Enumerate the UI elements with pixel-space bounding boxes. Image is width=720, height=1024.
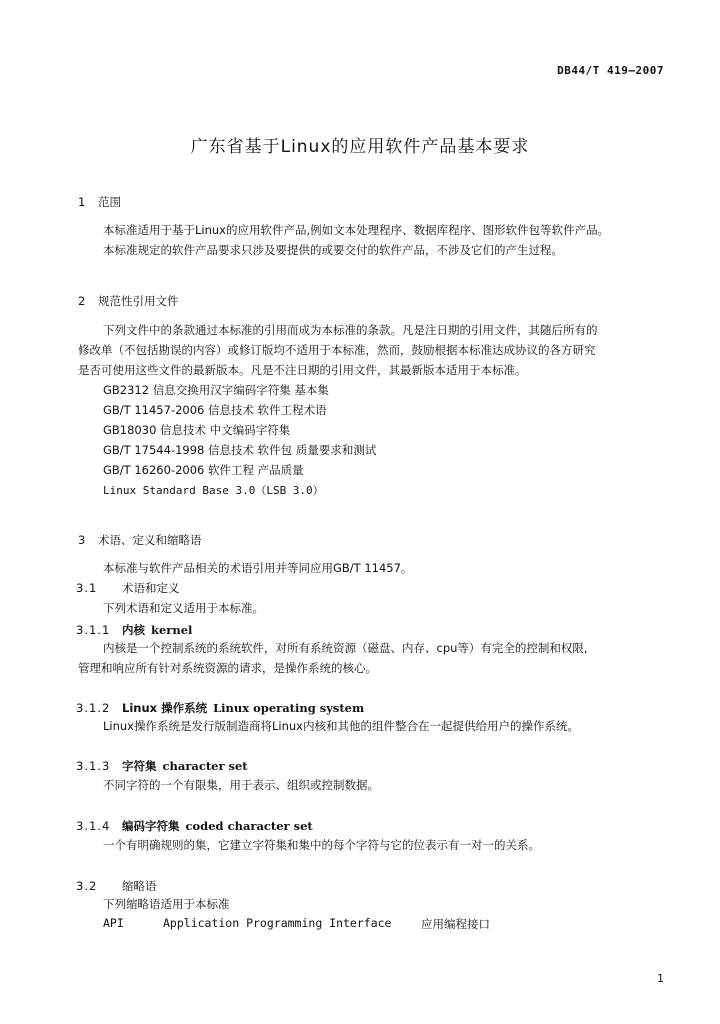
term-number: 3.1.2 <box>76 701 111 715</box>
term-en: coded character set <box>185 819 313 833</box>
term-zh: 内核 <box>122 623 145 637</box>
term-3-1-4-heading <box>76 818 313 834</box>
subsection-3-1-intro: 下列术语和定义适用于本标准。 <box>103 601 264 615</box>
term-zh: Linux 操作系统 <box>122 701 208 715</box>
subsection-3-2-heading <box>76 878 157 894</box>
section-3-intro: 本标准与软件产品相关的术语引用并等同应用GB/T 11457。 <box>103 561 413 575</box>
term-zh: 编码字符集 <box>122 819 180 833</box>
term-en: character set <box>162 759 248 773</box>
reference-item: GB/T 17544-1998 信息技术 软件包 质量要求和测试 <box>103 443 377 457</box>
term-number: 3.1.3 <box>76 759 111 773</box>
term-en: kernel <box>151 623 193 637</box>
term-3-1-2-definition: Linux操作系统是发行版制造商将Linux内核和其他的组件整合在一起提供给用户的操作系统。 <box>103 719 579 733</box>
section-1-paragraph-1: 本标准适用于基于Linux的应用软件产品,例如文本处理程序、数据库程序、图形软件包等软件产品。 <box>103 223 610 237</box>
subsection-title: 术语和定义 <box>122 581 180 595</box>
abbreviation-code: API <box>103 916 124 930</box>
term-3-1-1-line-2: 管理和响应所有针对系统资源的请求，是操作系统的核心。 <box>78 661 377 675</box>
section-title: 术语、定义和缩略语 <box>98 533 202 547</box>
term-zh: 字符集 <box>122 759 157 773</box>
term-3-1-1-line-1: 内核是一个控制系统的系统软件，对所有系统资源（磁盘、内存、cpu等）有完全的控制和权限, <box>103 641 588 655</box>
reference-item: GB/T 16260-2006 软件工程 产品质量 <box>103 463 304 477</box>
section-2-line-1: 下列文件中的条款通过本标准的引用而成为本标准的条款。凡是注日期的引用文件，其随后所有的 <box>103 323 598 337</box>
document-title: 广东省基于Linux的应用软件产品基本要求 <box>190 137 530 157</box>
term-number: 3.1.4 <box>76 819 111 833</box>
subsection-title: 缩略语 <box>122 879 157 893</box>
reference-item: Linux Standard Base 3.0（LSB 3.0） <box>103 484 324 497</box>
subsection-number: 3.2 <box>76 879 98 893</box>
section-2-heading <box>78 293 179 309</box>
abbreviation-full-form: Application Programming Interface <box>163 916 392 930</box>
section-1-heading <box>78 194 121 210</box>
subsection-3-1-heading <box>76 580 180 596</box>
term-3-1-1-heading <box>76 622 192 638</box>
subsection-number: 3.1 <box>76 581 98 595</box>
section-3-heading <box>78 532 202 548</box>
section-2-line-3: 是否可使用这些文件的最新版本。凡是不注日期的引用文件，其最新版本适用于本标准。 <box>78 363 527 377</box>
section-number: 3 <box>78 533 86 547</box>
standard-number: DB44/T 419—2007 <box>557 64 664 77</box>
page-number: 1 <box>657 972 664 985</box>
section-2-line-2: 修改单（不包括勘误的内容）或修订版均不适用于本标准，然而，鼓励根据本标准达成协议的各方研究 <box>78 343 596 357</box>
term-3-1-3-definition: 不同字符的一个有限集，用于表示、组织或控制数据。 <box>103 778 379 792</box>
term-3-1-2-heading <box>76 700 364 716</box>
section-number: 1 <box>78 195 86 209</box>
term-3-1-3-heading <box>76 758 248 774</box>
term-3-1-4-definition: 一个有明确规则的集，它建立字符集和集中的每个字符与它的位表示有一对一的关系。 <box>103 838 540 852</box>
section-number: 2 <box>78 294 86 308</box>
section-title: 范围 <box>98 195 121 209</box>
abbreviation-chinese: 应用编程接口 <box>421 917 490 931</box>
section-1-paragraph-2: 本标准规定的软件产品要求只涉及要提供的或要交付的软件产品，不涉及它们的产生过程。 <box>103 243 563 257</box>
term-en: Linux operating system <box>213 701 365 715</box>
section-title: 规范性引用文件 <box>98 294 179 308</box>
subsection-3-2-intro: 下列缩略语适用于本标准 <box>103 897 230 911</box>
term-number: 3.1.1 <box>76 623 111 637</box>
reference-item: GB2312 信息交换用汉字编码字符集 基本集 <box>103 383 329 397</box>
reference-item: GB/T 11457-2006 信息技术 软件工程术语 <box>103 403 327 417</box>
reference-item: GB18030 信息技术 中文编码字符集 <box>103 423 291 437</box>
